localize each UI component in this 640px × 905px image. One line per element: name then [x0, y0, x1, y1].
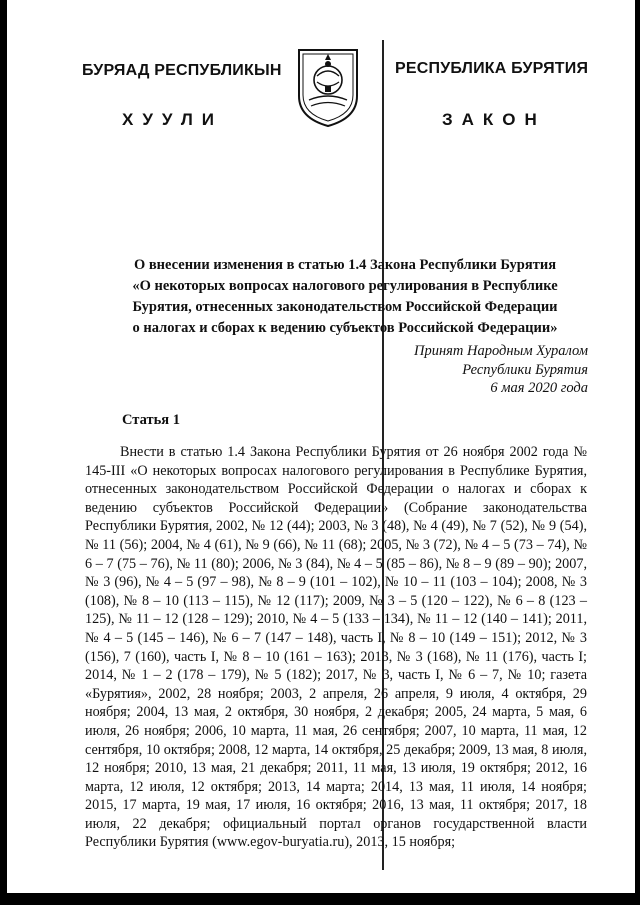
law-title-line: о налогах и сборах к ведению субъектов Российской Федерации»: [132, 320, 558, 336]
header-right-name: РЕСПУБЛИКА БУРЯТИЯ: [395, 60, 589, 77]
article-heading: Статья 1: [122, 412, 180, 428]
adoption-note-line: 6 мая 2020 года: [490, 380, 588, 396]
adoption-note: [348, 342, 588, 398]
scan-edge-right: [635, 0, 640, 905]
adoption-note-line: Принят Народным Хуралом: [413, 343, 588, 359]
scan-edge-bottom: [0, 893, 640, 905]
scan-edge-left: [0, 0, 7, 905]
buryatia-coat-of-arms-icon: [295, 46, 361, 128]
header-left-law: ХУУЛИ: [122, 110, 223, 129]
article-body-paragraph: Внести в статью 1.4 Закона Республики Бурятия от 26 ноября 2002 года № 145-III «О некоторых вопросах налогового регулирования в Республике Бурятия, отнесенных законодательством Российской Федерации о налогах и сборах к ведению субъектов Российской Федерации» (Собрание законодательства Республики Бурятия, 2002, № 12 (44); 2003, № 3 (48), № 4 (49), № 7 (52), № 9 (54), № 11 (56); 2004, № 4 (61), № 9 (66), № 11 (68); 2005, № 3 (72), № 4 – 5 (73 – 74), № 6 – 7 (75 – 76), № 11 (80); 2006, № 3 (84), № 4 – 5 (85 – 86), № 8 – 9 (89 – 90); 2007, № 3 (96), № 4 – 5 (97 – 98), № 8 – 9 (101 – 102), № 10 – 11 (103 – 104); 2008, № 3 (108), № 8 – 10 (113 – 115), № 12 (117); 2009, № 3 – 5 (120 – 122), № 6 – 8 (123 – 125), № 11 – 12 (128 – 129); 2010, № 4 – 5 (133 – 134), № 11 – 12 (140 – 141); 2011, № 4 – 5 (145 – 146), № 6 – 7 (147 – 148), часть I, № 8 – 10 (149 – 151); 2012, № 3 (156), 7 (160), часть I, № 8 – 10 (161 – 163); 2013, № 3 (168), № 11 (176), часть I; 2014, № 1 – 2 (178 – 179), № 5 (182); 2017, № 3, часть I, № 6 – 7, № 10; газета «Бурятия», 2002, 28 ноября; 2003, 2 апреля, 26 апреля, 9 июля, 4 октября, 29 ноября; 2004, 13 мая, 2 октября, 30 ноября, 2 декабря; 2005, 24 марта, 5 мая, 6 июля, 26 ноября; 2006, 10 марта, 11 мая, 26 сентября; 2007, 10 марта, 11 мая, 12 сентября, 10 октября; 2008, 12 марта, 14 октября, 25 декабря; 2009, 13 мая, 8 июля, 12 ноября; 2010, 13 мая, 21 декабря; 2011, 11 мая, 13 июля, 19 октября; 2012, 16 марта, 12 июля, 12 октября; 2013, 14 марта; 2014, 13 мая, 11 июля, 14 ноября; 2015, 17 марта, 19 мая, 17 июля, 16 октября; 2016, 13 мая, 11 октября; 2017, 18 июля, 22 декабря; официальный портал органов государственной власти Республики Бурятия (www.egov-buryatia.ru), 2013, 15 ноября;: [85, 444, 587, 851]
law-title-line: Бурятия, отнесенных законодательством Российской Федерации: [132, 299, 558, 315]
header-right-law: ЗАКОН: [442, 110, 546, 129]
law-title-line: О внесении изменения в статью 1.4 Закона Республики Бурятия: [133, 257, 557, 273]
adoption-note-line: Республики Бурятия: [462, 361, 588, 378]
header-left-name: БУРЯАД РЕСПУБЛИКЫН: [82, 62, 282, 79]
law-title-line: «О некоторых вопросах налогового регулирования в Республике: [132, 278, 558, 294]
law-title: [80, 255, 610, 339]
